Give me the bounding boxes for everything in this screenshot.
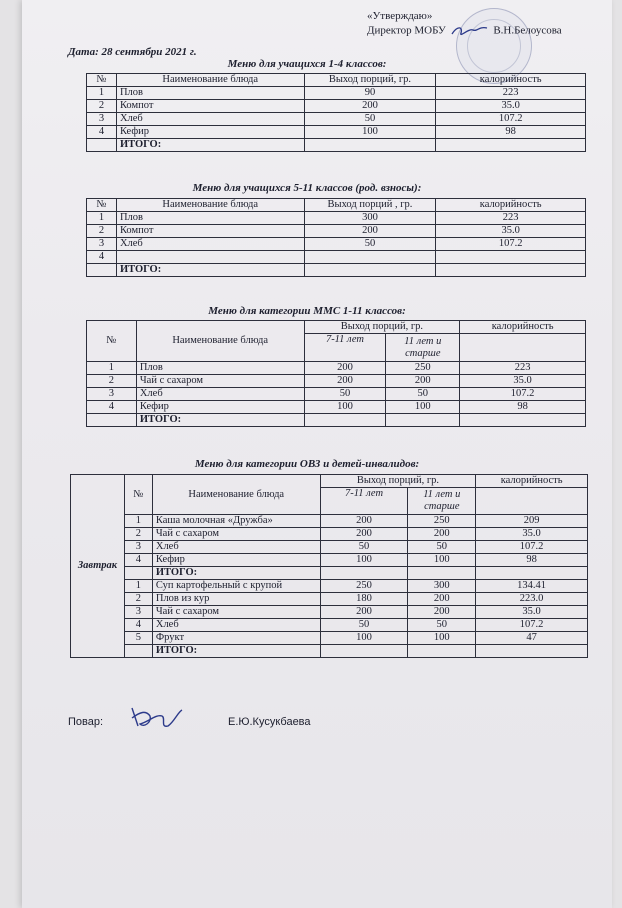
table4-title: Меню для категории ОВЗ и детей-инвалидов: (194, 458, 420, 470)
cell: 200 (304, 100, 436, 113)
cell: 3 (87, 238, 117, 251)
cell: 98 (460, 401, 586, 414)
cell: 2 (124, 593, 152, 606)
table1-header-row (87, 74, 586, 87)
cell: 107.2 (476, 541, 588, 554)
subheader: 11 лет и старше (408, 488, 476, 515)
cell: Хлеб (116, 113, 304, 126)
cook-name: Е.Ю.Кусукбаева (228, 716, 311, 728)
cell: Чай с сахаром (152, 528, 320, 541)
cell: 3 (87, 388, 137, 401)
table-row (71, 580, 588, 593)
table-total-row (71, 645, 588, 658)
cell: 200 (408, 606, 476, 619)
cell: 223 (436, 87, 586, 100)
cell: 300 (408, 580, 476, 593)
cell: 200 (320, 606, 408, 619)
cell: 100 (304, 401, 386, 414)
cell: 2 (87, 375, 137, 388)
cell: 2 (124, 528, 152, 541)
cell: Каша молочная «Дружба» (152, 515, 320, 528)
cell: Чай с сахаром (152, 606, 320, 619)
cell: 2 (87, 225, 117, 238)
table2-header-row (87, 199, 586, 212)
table-row (71, 606, 588, 619)
cell: 300 (304, 212, 436, 225)
cell: 4 (87, 401, 137, 414)
col-header: Наименование блюда (116, 199, 304, 212)
cell: 200 (408, 593, 476, 606)
table-row (87, 362, 586, 375)
cell: 223 (460, 362, 586, 375)
table-row (87, 401, 586, 414)
cell: 5 (124, 632, 152, 645)
table-row (71, 541, 588, 554)
table-row (87, 375, 586, 388)
cell: 1 (124, 515, 152, 528)
approval-name: В.Н.Белоусова (493, 24, 562, 37)
col-header: Выход порций , гр. (304, 199, 436, 212)
cell: Плов из кур (152, 593, 320, 606)
table-row (87, 126, 586, 139)
cell: 134.41 (476, 580, 588, 593)
col-header: Выход порций, гр. (304, 321, 460, 334)
cell: Плов (116, 212, 304, 225)
cell: Фрукт (152, 632, 320, 645)
table-row (87, 251, 586, 264)
cell: 100 (386, 401, 460, 414)
cell: 4 (124, 619, 152, 632)
table3-header-row (87, 321, 586, 334)
document-sheet (22, 0, 612, 908)
cell: 250 (408, 515, 476, 528)
table-row (87, 238, 586, 251)
table-row (87, 225, 586, 238)
table1 (86, 73, 586, 152)
cell (116, 251, 304, 264)
cell: 180 (320, 593, 408, 606)
cell: 35.0 (436, 225, 586, 238)
cell: 4 (87, 251, 117, 264)
cell: 250 (320, 580, 408, 593)
cell (436, 251, 586, 264)
col-header: № (124, 475, 152, 515)
cell: 209 (476, 515, 588, 528)
cell: 35.0 (460, 375, 586, 388)
table-row (87, 388, 586, 401)
document-date: Дата: 28 сентябри 2021 г. (68, 46, 197, 58)
cell: 1 (87, 362, 137, 375)
cell: 35.0 (476, 528, 588, 541)
cell: 200 (408, 528, 476, 541)
cell: Чай с сахаром (136, 375, 304, 388)
cell: 107.2 (436, 113, 586, 126)
cell: 200 (304, 225, 436, 238)
cell: 4 (87, 126, 117, 139)
subheader: 7-11 лет (304, 334, 386, 362)
table2 (86, 198, 586, 277)
cell: 47 (476, 632, 588, 645)
cell: 100 (320, 632, 408, 645)
total-label: ИТОГО: (152, 645, 320, 658)
table2-title: Меню для учащихся 5-11 классов (род. взносы): (192, 182, 422, 194)
cell: Компот (116, 225, 304, 238)
cell: 50 (304, 388, 386, 401)
col-header: № (87, 199, 117, 212)
cell: Хлеб (152, 541, 320, 554)
col-header: Наименование блюда (152, 475, 320, 515)
table-row (71, 554, 588, 567)
col-header: Выход порций, гр. (320, 475, 476, 488)
table-row (71, 515, 588, 528)
table1-title: Меню для учащихся 1-4 классов: (227, 58, 387, 70)
cell: 3 (124, 541, 152, 554)
cell: 90 (304, 87, 436, 100)
total-label: ИТОГО: (116, 139, 304, 152)
cell: 98 (476, 554, 588, 567)
cell: 50 (304, 113, 436, 126)
table-total-row (87, 264, 586, 277)
cell: 200 (320, 528, 408, 541)
cell (304, 251, 436, 264)
cell: 50 (408, 619, 476, 632)
cell: Плов (116, 87, 304, 100)
table4 (70, 474, 588, 658)
subheader: 11 лет и старше (386, 334, 460, 362)
cell: 50 (320, 619, 408, 632)
cell: 35.0 (476, 606, 588, 619)
cell: 50 (304, 238, 436, 251)
cell: Суп картофельный с крупой (152, 580, 320, 593)
cell: 250 (386, 362, 460, 375)
director-signature (449, 24, 491, 38)
cell: 1 (87, 87, 117, 100)
col-header: калорийность (460, 321, 586, 334)
table4-header-row (71, 475, 588, 488)
cell: Кефир (136, 401, 304, 414)
col-header: калорийность (476, 475, 588, 488)
cook-label: Повар: (68, 716, 104, 728)
col-header: № (87, 321, 137, 362)
cell: Кефир (116, 126, 304, 139)
table-total-row (87, 139, 586, 152)
cell: 100 (320, 554, 408, 567)
approval-line-1: «Утверждаю» (367, 10, 433, 22)
table-row (71, 632, 588, 645)
total-label: ИТОГО: (136, 414, 304, 427)
table3 (86, 320, 586, 427)
cell: Хлеб (136, 388, 304, 401)
cell: 1 (87, 212, 117, 225)
subheader: 7-11 лет (320, 488, 408, 515)
cell: Плов (136, 362, 304, 375)
col-header: Выход порций, гр. (304, 74, 436, 87)
cell: 1 (124, 580, 152, 593)
table-row (87, 100, 586, 113)
cell: 200 (320, 515, 408, 528)
side-label-breakfast: Завтрак (71, 475, 125, 658)
col-header: калорийность (436, 74, 586, 87)
cell: Кефир (152, 554, 320, 567)
cook-signature (126, 702, 186, 732)
col-header: Наименование блюда (136, 321, 304, 362)
cell: 107.2 (476, 619, 588, 632)
cell: 50 (320, 541, 408, 554)
table-row (71, 528, 588, 541)
cell: 2 (87, 100, 117, 113)
cell: 3 (87, 113, 117, 126)
cell: 98 (436, 126, 586, 139)
table-total-row (71, 567, 588, 580)
cell: 223.0 (476, 593, 588, 606)
cell: 100 (408, 554, 476, 567)
cell: 107.2 (460, 388, 586, 401)
table-row (87, 212, 586, 225)
cell: 200 (386, 375, 460, 388)
total-label: ИТОГО: (152, 567, 320, 580)
cell: Хлеб (116, 238, 304, 251)
col-header: Наименование блюда (116, 74, 304, 87)
cell: 223 (436, 212, 586, 225)
cell: 200 (304, 362, 386, 375)
col-header: калорийность (436, 199, 586, 212)
cell: 100 (408, 632, 476, 645)
cell: 200 (304, 375, 386, 388)
cell: Хлеб (152, 619, 320, 632)
table-row (87, 113, 586, 126)
cell: 50 (408, 541, 476, 554)
table-row (71, 619, 588, 632)
cell: 4 (124, 554, 152, 567)
cell: Компот (116, 100, 304, 113)
table-total-row (87, 414, 586, 427)
cell: 35.0 (436, 100, 586, 113)
table-row (71, 593, 588, 606)
cell: 100 (304, 126, 436, 139)
col-header: № (87, 74, 117, 87)
cell: 50 (386, 388, 460, 401)
table3-title: Меню для категории ММС 1-11 классов: (208, 305, 406, 317)
cell: 3 (124, 606, 152, 619)
total-label: ИТОГО: (116, 264, 304, 277)
table-row (87, 87, 586, 100)
cell: 107.2 (436, 238, 586, 251)
approval-prefix: Директор МОБУ (367, 24, 446, 37)
approval-line-2 (367, 24, 562, 38)
